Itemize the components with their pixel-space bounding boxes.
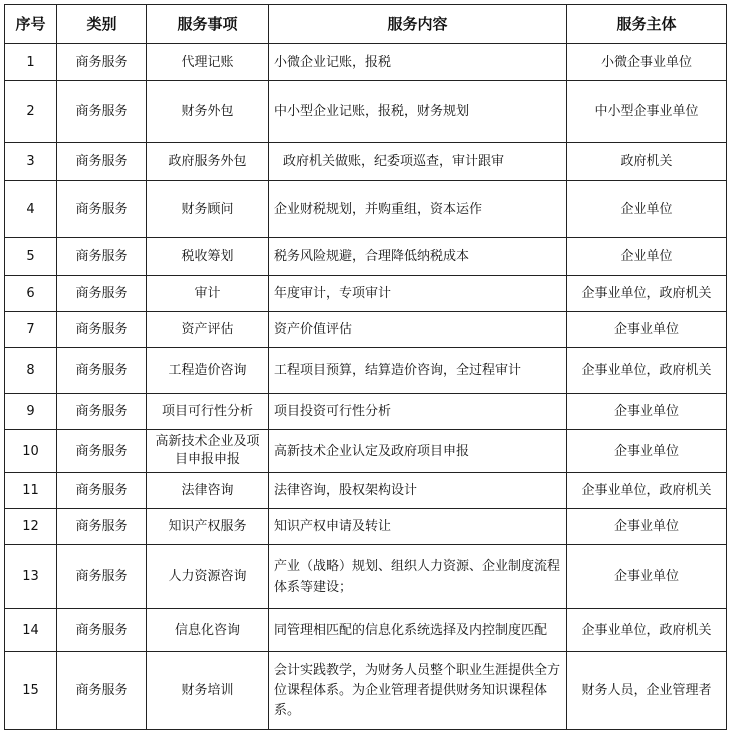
table-row [5,609,727,652]
services-table [4,4,727,730]
header-no: 序号 [5,5,57,44]
row-content: 税务风险规避，合理降低纳税成本 [269,238,567,276]
row-content: 法律咨询，股权架构设计 [269,473,567,509]
row-category: 商务服务 [57,44,147,81]
row-subject: 企事业单位，政府机关 [567,609,727,652]
row-item: 财务顾问 [147,181,269,238]
row-subject: 企事业单位 [567,509,727,545]
row-item: 工程造价咨询 [147,348,269,394]
row-subject: 企事业单位 [567,394,727,430]
row-category: 商务服务 [57,545,147,609]
row-no: 10 [5,430,57,473]
row-category: 商务服务 [57,509,147,545]
row-subject: 企事业单位 [567,312,727,348]
row-content: 同管理相匹配的信息化系统选择及内控制度匹配 [269,609,567,652]
row-no: 7 [5,312,57,348]
row-content: 年度审计，专项审计 [269,276,567,312]
row-no: 14 [5,609,57,652]
row-category: 商务服务 [57,312,147,348]
row-item: 知识产权服务 [147,509,269,545]
row-item: 审计 [147,276,269,312]
row-subject: 企事业单位 [567,545,727,609]
table-row [5,545,727,609]
row-no: 15 [5,652,57,730]
header-subject: 服务主体 [567,5,727,44]
row-no: 1 [5,44,57,81]
row-subject: 财务人员，企业管理者 [567,652,727,730]
row-content: 高新技术企业认定及政府项目申报 [269,430,567,473]
row-category: 商务服务 [57,394,147,430]
row-subject: 企事业单位，政府机关 [567,276,727,312]
row-no: 12 [5,509,57,545]
table-row [5,81,727,143]
row-no: 2 [5,81,57,143]
row-content: 小微企业记账，报税 [269,44,567,81]
row-content: 产业（战略）规划、组织人力资源、企业制度流程体系等建设； [269,545,567,609]
table-row [5,348,727,394]
row-content: 知识产权申请及转让 [269,509,567,545]
table-row [5,312,727,348]
row-category: 商务服务 [57,238,147,276]
row-category: 商务服务 [57,81,147,143]
row-category: 商务服务 [57,430,147,473]
table-row [5,394,727,430]
row-no: 8 [5,348,57,394]
row-content: 工程项目预算，结算造价咨询，全过程审计 [269,348,567,394]
table-row [5,276,727,312]
header-category: 类别 [57,5,147,44]
row-item: 人力资源咨询 [147,545,269,609]
table-row [5,143,727,181]
row-subject: 小微企事业单位 [567,44,727,81]
row-item: 项目可行性分析 [147,394,269,430]
row-content: 资产价值评估 [269,312,567,348]
table-header-row [5,5,727,44]
row-subject: 企事业单位，政府机关 [567,473,727,509]
row-category: 商务服务 [57,181,147,238]
row-category: 商务服务 [57,276,147,312]
row-item: 代理记账 [147,44,269,81]
row-no: 3 [5,143,57,181]
row-no: 4 [5,181,57,238]
row-item: 法律咨询 [147,473,269,509]
row-item: 政府服务外包 [147,143,269,181]
table-row [5,238,727,276]
table-row [5,473,727,509]
row-no: 6 [5,276,57,312]
table-row [5,181,727,238]
row-no: 9 [5,394,57,430]
row-item: 财务外包 [147,81,269,143]
row-item: 信息化咨询 [147,609,269,652]
row-content: 项目投资可行性分析 [269,394,567,430]
row-category: 商务服务 [57,473,147,509]
row-item: 高新技术企业及项目申报申报 [147,430,269,473]
table-row [5,509,727,545]
row-content: 政府机关做账，纪委项巡查，审计跟审 [269,143,567,181]
table-row [5,44,727,81]
table-row [5,652,727,730]
header-item: 服务事项 [147,5,269,44]
row-content: 中小型企业记账，报税，财务规划 [269,81,567,143]
row-subject: 企事业单位，政府机关 [567,348,727,394]
row-content: 会计实践教学，为财务人员整个职业生涯提供全方位课程体系。为企业管理者提供财务知识课程体系。 [269,652,567,730]
row-subject: 企业单位 [567,238,727,276]
row-subject: 中小型企事业单位 [567,81,727,143]
row-category: 商务服务 [57,348,147,394]
row-item: 财务培训 [147,652,269,730]
header-content: 服务内容 [269,5,567,44]
row-no: 13 [5,545,57,609]
row-subject: 企事业单位 [567,430,727,473]
row-category: 商务服务 [57,652,147,730]
row-no: 11 [5,473,57,509]
row-item: 资产评估 [147,312,269,348]
row-subject: 政府机关 [567,143,727,181]
row-subject: 企业单位 [567,181,727,238]
table-row [5,430,727,473]
row-category: 商务服务 [57,609,147,652]
row-content: 企业财税规划，并购重组，资本运作 [269,181,567,238]
row-item: 税收筹划 [147,238,269,276]
row-category: 商务服务 [57,143,147,181]
row-no: 5 [5,238,57,276]
